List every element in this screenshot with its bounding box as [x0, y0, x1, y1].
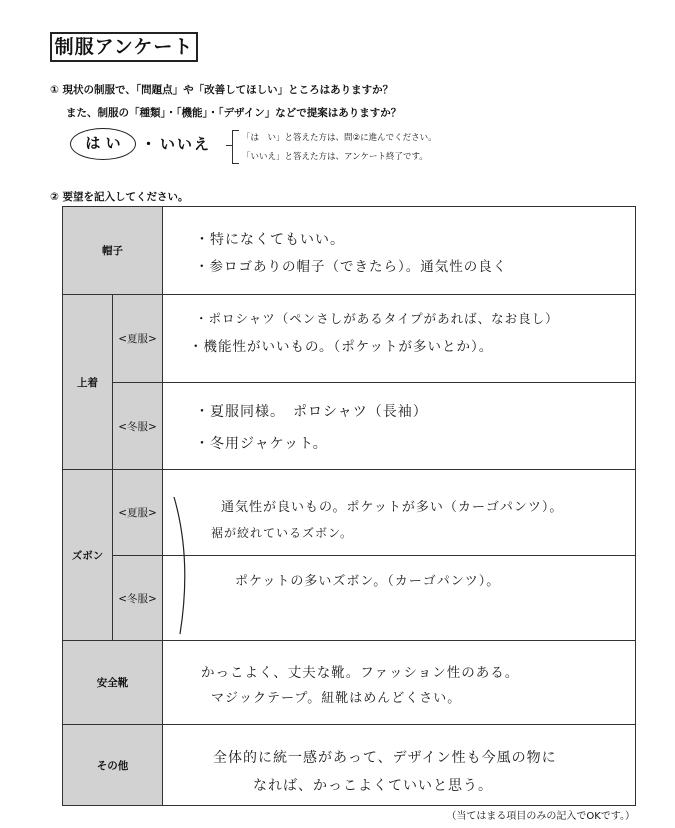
hat-answer-line1: ・特になくてもいい。: [195, 232, 345, 248]
question1-line1: ① 現状の制服で、「問題点」や「改善してほしい」ところはありますか？: [50, 84, 394, 96]
pants-summer-line1: 通気性が良いもの。ポケットが多い（カーゴパンツ）。: [221, 500, 564, 515]
pants-summer-label: <夏服>: [118, 507, 157, 519]
answer-no[interactable]: いいえ: [160, 135, 212, 153]
pants-summer-line2: 裾が絞れているズボン。: [211, 526, 354, 540]
category-shoes: [62, 640, 163, 725]
request-table: [62, 206, 636, 806]
top-winter-line1: ・夏服同様。 ポロシャツ（長袖）: [195, 404, 428, 420]
top-summer-answer-cell[interactable]: [162, 294, 636, 383]
shoes-line2: マジックテープ。紐靴はめんどくさい。: [211, 691, 462, 706]
question1-line2: また、制服の「種類」・「機能」・「デザイン」などで提案はありますか？: [66, 107, 402, 119]
footer-note: （当てはまる項目のみの記入でOKです。）: [446, 811, 635, 822]
top-winter-answer-cell[interactable]: [162, 382, 636, 470]
question2-label: ② 要望を記入してください。: [50, 191, 189, 203]
category-hat-label: 帽子: [102, 245, 123, 257]
category-pants: [62, 469, 113, 641]
hat-answer-cell[interactable]: [162, 206, 636, 295]
top-winter-label-cell: [112, 382, 163, 470]
pants-winter-answer-cell[interactable]: [162, 555, 636, 641]
category-other-label: その他: [96, 759, 129, 772]
page-title: 制服アンケート: [50, 32, 198, 62]
hat-answer-line2: ・参ロゴありの帽子（できたら）。通気性の良く: [195, 259, 508, 275]
category-top: [62, 294, 113, 470]
handwritten-bracket-icon: [162, 469, 202, 641]
shoes-line1: かっこよく、丈夫な靴。ファッション性のある。: [201, 665, 520, 681]
top-summer-line2: ・機能性がいいもの。（ポケットが多いとか）。: [189, 339, 494, 355]
pants-winter-label-cell: [112, 555, 163, 641]
shoes-answer-cell[interactable]: [162, 640, 636, 725]
other-line2: なれば、かっこよくていいと思う。: [253, 778, 493, 794]
other-answer-cell[interactable]: [162, 724, 636, 806]
pants-winter-label: <冬服>: [118, 592, 157, 605]
instruction-no: 「いいえ」と答えた方は、アンケート終了です。: [242, 152, 428, 162]
category-hat: [62, 206, 163, 295]
top-summer-label: <夏服>: [118, 333, 157, 345]
pants-winter-line1: ポケットの多いズボン。（カーゴパンツ）。: [235, 574, 501, 589]
answer-yes-circled[interactable]: は い: [70, 128, 136, 160]
category-top-label: 上着: [77, 376, 98, 389]
category-pants-label: ズボン: [71, 549, 104, 562]
pants-summer-label-cell: [112, 469, 163, 556]
top-summer-label-cell: [112, 294, 163, 383]
other-line1: 全体的に統一感があって、デザイン性も今風の物に: [213, 750, 557, 766]
top-winter-line2: ・冬用ジャケット。: [195, 436, 328, 452]
instruction-yes: 「は い」と答えた方は、問②に進んでください。: [242, 133, 437, 143]
pants-summer-answer-cell[interactable]: [162, 469, 636, 556]
top-winter-label: <冬服>: [118, 420, 157, 433]
answer-separator: ・: [141, 135, 157, 153]
category-other: [62, 724, 163, 806]
brace-icon: [232, 130, 239, 164]
category-shoes-label: 安全靴: [96, 677, 129, 689]
top-summer-line1: ・ポロシャツ（ペンさしがあるタイプがあれば、なお良し）: [195, 311, 559, 326]
